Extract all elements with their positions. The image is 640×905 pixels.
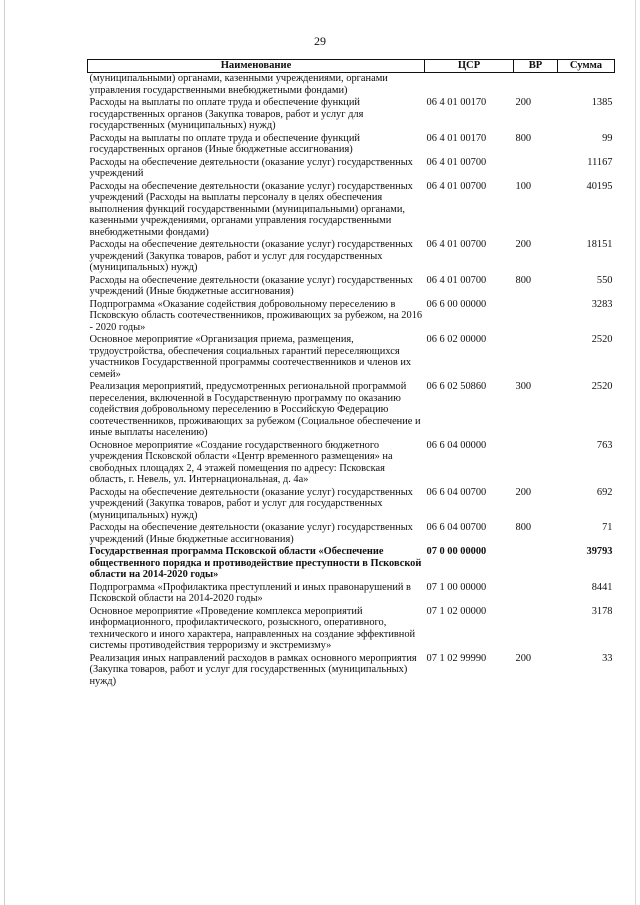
cell-sum: 99: [602, 132, 613, 144]
cell-csr: 07 1 00 00000: [426, 581, 487, 593]
cell-vr: [514, 582, 558, 606]
table-row: [88, 133, 615, 157]
cell-vr: [514, 546, 558, 582]
cell-name: Реализация мероприятий, предусмотренных региональной программой переселения, включенной в Государственную программу по оказанию содействия добровольному переселению в Российскую Федерацию соотечественников, проживающих за рубежом (Социальное обеспечение и иные выплаты населению): [89, 381, 421, 438]
table-row: [88, 239, 615, 275]
cell-sum: 692: [596, 486, 613, 498]
cell-sum: 3283: [591, 298, 613, 310]
cell-vr: 200: [515, 486, 532, 498]
table-row: [88, 299, 615, 335]
table-header: [88, 60, 615, 73]
scan-edge-left: [4, 0, 5, 905]
page-number: 29: [314, 34, 326, 48]
cell-csr: 06 4 01 00700: [426, 156, 487, 168]
table-row: [88, 181, 615, 240]
cell-sum: 8441: [591, 581, 613, 593]
cell-vr: 200: [515, 239, 532, 250]
cell-name: Реализация иных направлений расходов в рамках основного мероприятия (Закупка товаров, работ и услуг для государственных (муниципальных) нужд): [89, 652, 417, 687]
cell-sum: 11167: [587, 156, 613, 168]
table-row: [88, 522, 615, 546]
cell-sum: 2520: [591, 334, 613, 345]
cell-name: Расходы на обеспечение деятельности (оказание услуг) государственных учреждений (Расходы на выплаты персоналу в целях обеспечения выполнения функций государственными (муниципальными) органами, казенными учреждениями, органами управления государственными внебюджетными фондами): [89, 180, 413, 238]
cell-csr: 06 6 02 00000: [426, 334, 487, 345]
cell-sum: 39793: [586, 546, 613, 557]
cell-vr: 200: [515, 652, 532, 664]
cell-sum: 40195: [586, 180, 613, 192]
table-body: [88, 73, 615, 689]
cell-vr: 200: [515, 97, 532, 108]
table-row: [88, 606, 615, 653]
cell-sum: 763: [596, 439, 613, 451]
cell-sum: 3178: [591, 605, 613, 617]
cell-name: Расходы на обеспечение деятельности (оказание услуг) государственных учреждений: [89, 156, 413, 179]
cell-csr: 06 6 00 00000: [426, 298, 487, 310]
header-sum: Сумма: [558, 60, 615, 73]
cell-name: Государственная программа Псковской области «Обеспечение общественного порядка и противодействие преступности в Псковской области на 2014-2020 годы»: [89, 546, 422, 580]
table-row: [88, 653, 615, 689]
cell-sum: [558, 73, 615, 98]
header-name: Наименование: [88, 60, 425, 73]
header-csr: ЦСР: [425, 60, 514, 73]
table-row: [88, 582, 615, 606]
cell-csr: 07 1 02 00000: [426, 605, 487, 617]
cell-vr: 300: [515, 381, 532, 392]
table-row: [88, 546, 615, 582]
cell-vr: [514, 157, 558, 181]
cell-csr: 06 4 01 00170: [426, 97, 487, 108]
cell-name: (муниципальными) органами, казенными учреждениями, органами управления государственными внебюджетными фондами): [89, 73, 388, 96]
cell-csr: 06 4 01 00170: [426, 132, 487, 144]
cell-vr: [514, 73, 558, 98]
table-row: [88, 275, 615, 299]
table-row: [88, 97, 615, 133]
table-row: [88, 334, 615, 381]
cell-name: Основное мероприятие «Проведение комплекса мероприятий информационного, профилактического, розыскного, оперативного, технического и иного характера, направленных на создание эффективной системы противодействия терроризму и экстремизму»: [89, 605, 416, 651]
cell-vr: [514, 299, 558, 335]
cell-name: Расходы на обеспечение деятельности (оказание услуг) государственных учреждений (Иные бюджетные ассигнования): [89, 522, 413, 545]
cell-sum: 2520: [591, 381, 613, 392]
cell-name: Расходы на обеспечение деятельности (оказание услуг) государственных учреждений (Иные бюджетные ассигнования): [89, 274, 413, 297]
cell-csr: 07 1 02 99990: [426, 652, 487, 664]
cell-name: Расходы на обеспечение деятельности (оказание услуг) государственных учреждений (Закупка товаров, работ и услуг для государственных (муниципальных) нужд): [89, 239, 413, 273]
cell-sum: 71: [602, 522, 613, 533]
cell-csr: 06 6 02 50860: [426, 381, 487, 392]
budget-table: [87, 59, 615, 688]
cell-vr: [514, 334, 558, 381]
cell-csr: 06 6 04 00000: [426, 439, 487, 451]
table-row: [88, 440, 615, 487]
table-row: [88, 487, 615, 523]
scan-edge-right: [635, 0, 636, 905]
cell-name: Расходы на выплаты по оплате труда и обеспечение функций государственных органов (Иные бюджетные ассигнования): [89, 132, 360, 155]
cell-sum: 550: [596, 274, 613, 286]
cell-sum: 18151: [586, 239, 613, 250]
cell-csr: 06 4 01 00700: [426, 274, 487, 286]
header-vr: ВР: [514, 60, 558, 73]
cell-csr: 06 4 01 00700: [426, 239, 487, 250]
cell-csr: 06 4 01 00700: [426, 180, 487, 192]
cell-vr: 800: [515, 522, 532, 533]
cell-vr: 800: [515, 274, 532, 286]
cell-sum: 33: [602, 652, 613, 664]
table-row: [88, 157, 615, 181]
cell-name: Основное мероприятие «Создание государственного бюджетного учреждения Псковской области «Центр временного размещения» на свободных площадях 2, 4 этажей помещения по адресу: Псковская область, г. Невель, ул. Интернациональная, д. 4а»: [89, 439, 393, 485]
cell-name: Подпрограмма «Профилактика преступлений и иных правонарушений в Псковской области на 2014-2020 годы»: [89, 581, 411, 604]
cell-vr: [514, 606, 558, 653]
cell-sum: 1385: [591, 97, 613, 108]
table-row: [88, 381, 615, 440]
cell-name: Основное мероприятие «Организация приема, размещения, трудоустройства, обеспечения социальных гарантий переселяющихся участников Государственной программы соотечественников и членов их семей»: [89, 334, 412, 380]
cell-vr: [514, 440, 558, 487]
cell-csr: 07 0 00 00000: [426, 546, 487, 557]
cell-vr: 100: [515, 180, 532, 192]
cell-csr: 06 6 04 00700: [426, 522, 487, 533]
cell-name: Расходы на обеспечение деятельности (оказание услуг) государственных учреждений (Закупка товаров, работ и услуг для государственных (муниципальных) нужд): [89, 486, 413, 521]
cell-csr: 06 6 04 00700: [426, 486, 487, 498]
cell-vr: 800: [515, 132, 532, 144]
cell-name: Подпрограмма «Оказание содействия добровольному переселению в Псковскую область соотечественников, проживающих за рубежом, на 2016 - 2020 годы»: [89, 298, 423, 333]
cell-name: Расходы на выплаты по оплате труда и обеспечение функций государственных органов (Закупка товаров, работ и услуг для государственных (муниципальных) нужд): [89, 97, 364, 131]
table-row: [88, 73, 615, 98]
cell-csr: [425, 73, 514, 98]
